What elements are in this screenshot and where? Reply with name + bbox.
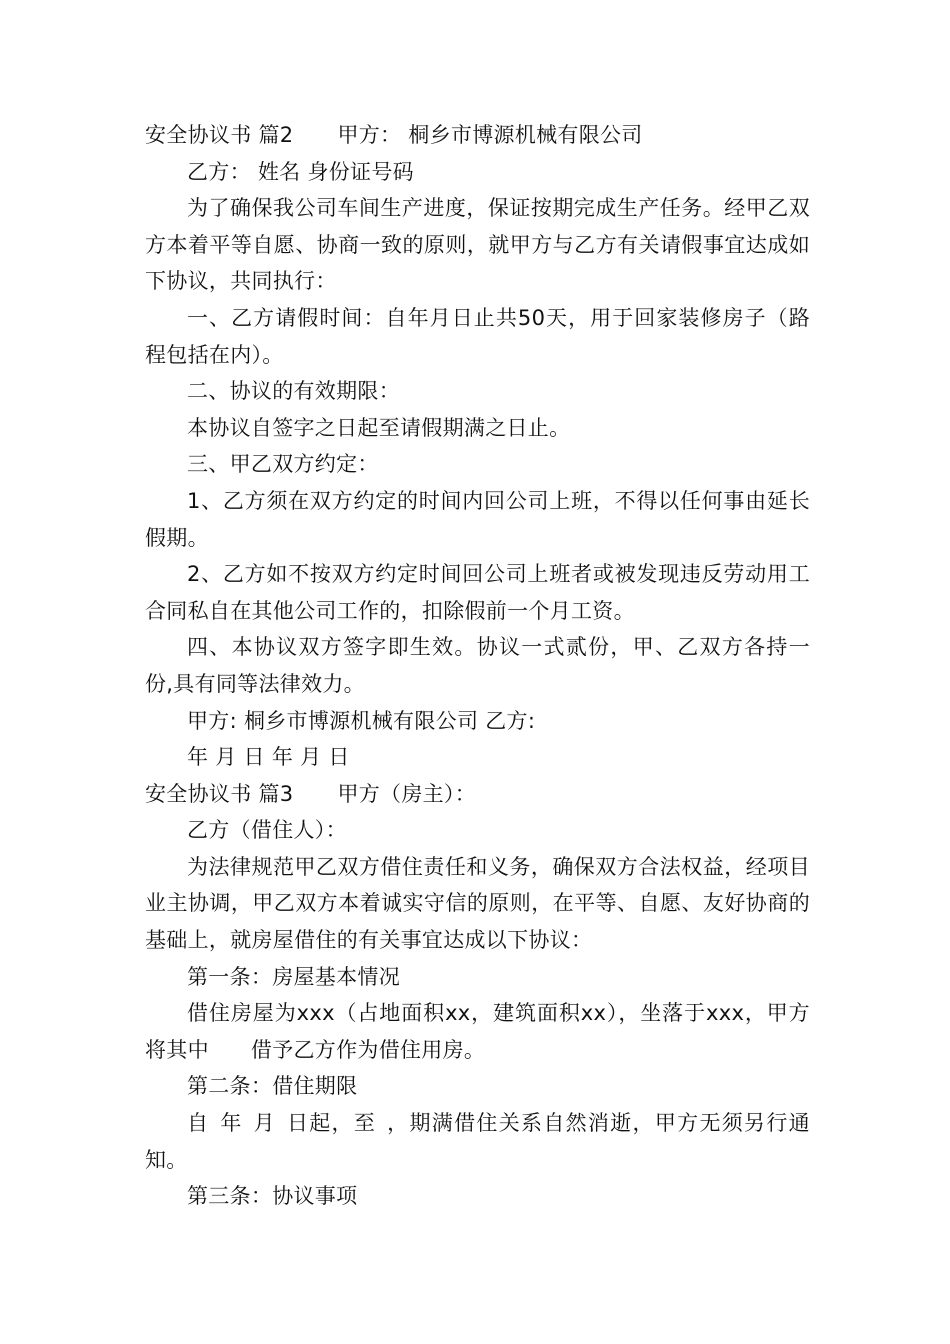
paragraph: 一、乙方请假时间：自年月日止共50天，用于回家装修房子（路程包括在内）。 <box>145 305 810 367</box>
signature-line: 甲方: 桐乡市博源机械有限公司 乙方: <box>187 708 536 733</box>
date-line: 年 月 日 年 月 日 <box>187 745 350 770</box>
paragraph: 本协议自签字之日起至请假期满之日止。 <box>187 415 571 440</box>
section-title: 安全协议书 篇3 <box>145 781 294 806</box>
paragraph: 自 年 月 日起，至 ，期满借住关系自然消逝，甲方无须另行通知。 <box>145 1111 810 1172</box>
paragraph: 四、本协议双方签字即生效。协议一式贰份，甲、乙双方各持一份,具有同等法律效力。 <box>145 635 810 696</box>
section-title: 安全协议书 篇2 <box>145 123 294 147</box>
paragraph: 借住房屋为xxx（占地面积xx，建筑面积xx），坐落于xxx，甲方将其中 借予乙方作为借住用房。 <box>145 1001 810 1062</box>
paragraph: 2、乙方如不按双方约定时间回公司上班者或被发现违反劳动用工合同私自在其他公司工作的，扣除假前一个月工资。 <box>145 562 810 623</box>
article-heading: 第一条：房屋基本情况 <box>187 964 400 989</box>
paragraph: 为了确保我公司车间生产进度，保证按期完成生产任务。经甲乙双方本着平等自愿、协商一致的原则，就甲方与乙方有关请假事宜达成如下协议，共同执行： <box>145 196 810 294</box>
paragraph: 为法律规范甲乙双方借住责任和义务，确保双方合法权益，经项目业主协调，甲乙双方本着诚实守信的原则，在平等、自愿、友好协商的基础上，就房屋借住的有关事宜达成以下协议： <box>145 854 810 953</box>
document-body <box>145 117 810 1215</box>
party-b-line: 乙方（借住人）： <box>187 818 347 843</box>
party-a-line: 甲方： 桐乡市博源机械有限公司 <box>337 123 643 147</box>
paragraph: 二、协议的有效期限： <box>187 379 400 404</box>
article-heading: 第三条：协议事项 <box>187 1184 358 1209</box>
party-a-line: 甲方（房主）： <box>337 781 477 806</box>
section-heading-2 <box>145 117 810 154</box>
paragraph: 1、乙方须在双方约定的时间内回公司上班，不得以任何事由延长假期。 <box>145 488 810 550</box>
article-heading: 第二条：借住期限 <box>187 1074 358 1099</box>
paragraph: 三、甲乙双方约定： <box>187 452 379 477</box>
party-b-line: 乙方： 姓名 身份证号码 <box>187 159 414 184</box>
section-heading-3 <box>145 776 810 813</box>
